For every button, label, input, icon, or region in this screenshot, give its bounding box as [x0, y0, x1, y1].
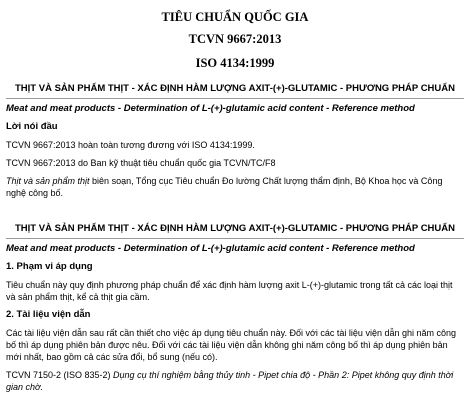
reference-item-1	[6, 369, 464, 393]
reference-item-1-code: TCVN 7150-2 (ISO 835-2)	[6, 370, 111, 380]
foreword-heading: Lời nói đầu	[6, 121, 58, 132]
foreword-paragraph-2: TCVN 9667:2013 do Ban kỹ thuật tiêu chuẩn quốc gia TCVN/TC/F8	[6, 158, 276, 168]
references-heading: 2. Tài liệu viện dẫn	[6, 309, 91, 320]
foreword-paragraph-3-text: biên soạn, Tổng cục Tiêu chuẩn Đo lường Chất lượng thẩm định, Bộ Khoa học và Công nghệ công bố.	[6, 176, 443, 198]
section-title-en: Meat and meat products - Determination of L-(+)-glutamic acid content - Reference method	[6, 243, 415, 254]
separator-line	[6, 98, 464, 99]
standard-heading: TIÊU CHUẨN QUỐC GIA	[161, 10, 309, 24]
iso-code: ISO 4134:1999	[195, 56, 275, 70]
document-title-vi: THỊT VÀ SẢN PHẨM THỊT - XÁC ĐỊNH HÀM LƯỢNG AXIT-(+)-GLUTAMIC - PHƯƠNG PHÁP CHUẨN	[14, 83, 455, 94]
foreword-paragraph-1: TCVN 9667:2013 hoàn toàn tương đương với ISO 4134:1999.	[6, 140, 255, 150]
reference-item-1-title: Dụng cụ thí nghiệm bằng thủy tinh - Pipet chia độ - Phần 2: Pipet không quy định thời gian chờ.	[6, 370, 454, 392]
scope-paragraph: Tiêu chuẩn này quy định phương pháp chuẩn để xác định hàm lượng axit L-(+)-glutamic trong tất cả các loại thịt và sản phẩm thịt, kể cả thịt gia cầm.	[6, 280, 453, 302]
foreword-committee-name: Thịt và sản phẩm thịt	[6, 176, 90, 186]
document-title-en: Meat and meat products - Determination of L-(+)-glutamic acid content - Reference method	[6, 103, 415, 114]
standard-code: TCVN 9667:2013	[188, 32, 282, 46]
section-title-vi: THỊT VÀ SẢN PHẨM THỊT - XÁC ĐỊNH HÀM LƯỢNG AXIT-(+)-GLUTAMIC - PHƯƠNG PHÁP CHUẨN	[14, 223, 455, 234]
references-paragraph: Các tài liệu viện dẫn sau rất cần thiết cho việc áp dụng tiêu chuẩn này. Đối với các tài liệu viện dẫn ghi năm công bố thì áp dụng phiên bản được nêu. Đối với các tài liệu viện dẫn không ghi năm công bố thì áp dụng phiên bản mới nhất, bao gồm cả các sửa đổi, bổ sung (nếu có).	[6, 328, 457, 362]
separator-line-2	[6, 238, 464, 239]
scope-heading: 1. Phạm vi áp dụng	[6, 261, 93, 272]
foreword-paragraph-3	[6, 175, 464, 199]
